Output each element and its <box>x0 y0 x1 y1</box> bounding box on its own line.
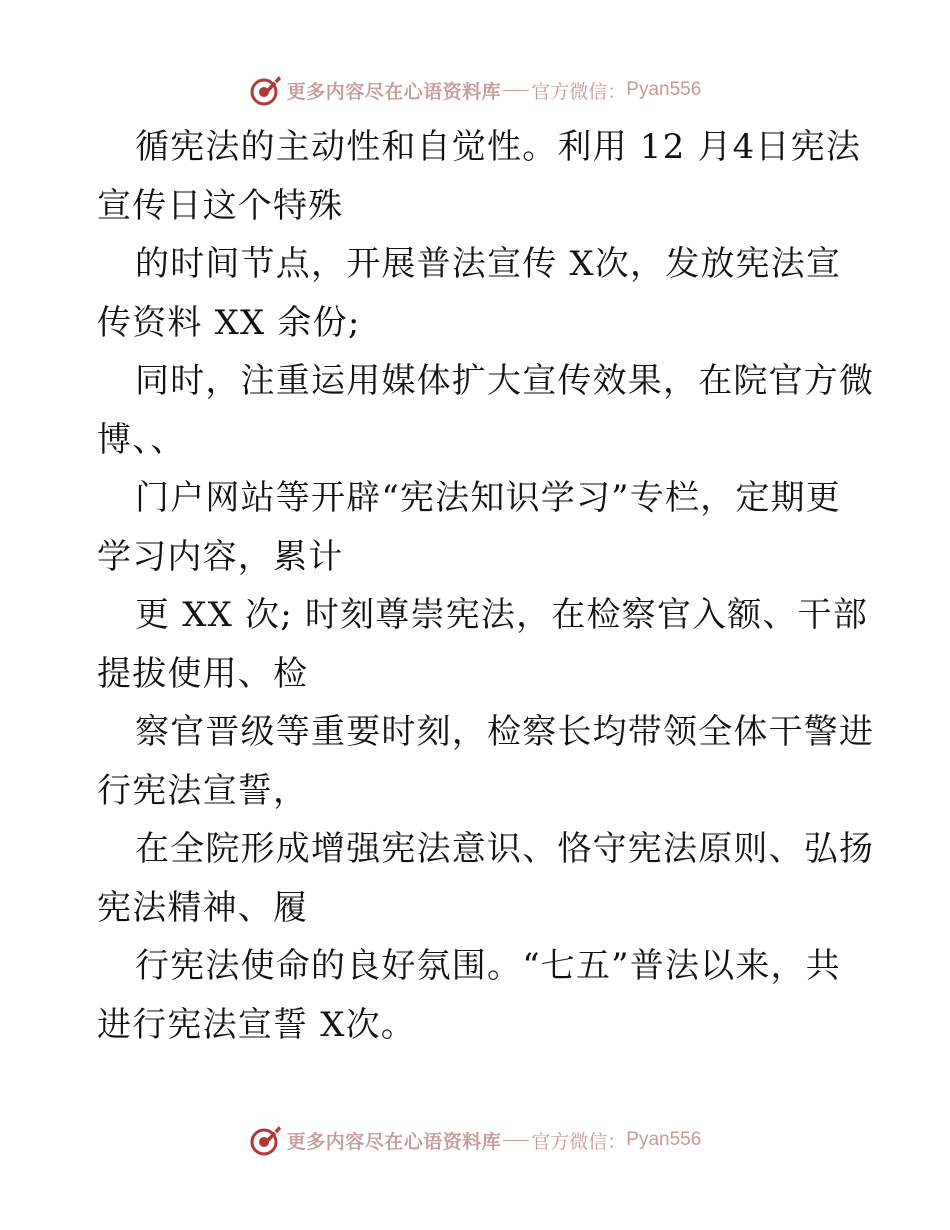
banner-separator: ： <box>607 80 627 103</box>
body-line: 循宪法的主动性和自觉性。利用 12 月4日宪法 <box>135 127 862 167</box>
banner-sub-text: 官方微信 <box>531 1130 608 1153</box>
footer-banner <box>0 1120 950 1160</box>
body-line: 博、、 <box>97 419 186 460</box>
body-line: 更 XX 次; 时刻尊崇宪法，在检察官入额、干部 <box>135 595 869 635</box>
banner-main-text: 更多内容尽在心语资料库 <box>286 1130 502 1153</box>
body-line: 行宪法使命的良好氛围。“七五”普法以来，共 <box>135 946 841 986</box>
banner-sub-text: 官方微信 <box>531 80 608 103</box>
body-line: 学习内容，累计 <box>97 536 344 577</box>
body-line: 门户网站等开辟“宪法知识学习”专栏，定期更 <box>135 478 841 518</box>
quill-logo-icon <box>249 1123 283 1157</box>
quill-logo-icon <box>249 73 283 107</box>
document-body <box>97 118 875 1054</box>
banner-account: Pyan556 <box>626 79 702 100</box>
body-line: 同时，注重运用媒体扩大宣传效果，在院官方微 <box>135 361 875 401</box>
body-line: 传资料 XX 余份; <box>97 302 361 343</box>
banner-dash <box>503 1140 529 1141</box>
body-line: 宪法精神、履 <box>97 887 309 928</box>
body-line: 察官晋级等重要时刻，检察长均带领全体干警进 <box>135 712 875 752</box>
banner-main-text: 更多内容尽在心语资料库 <box>286 80 502 103</box>
banner-account: Pyan556 <box>626 1129 702 1150</box>
body-line: 行宪法宣誓， <box>97 770 309 811</box>
body-line: 宣传日这个特殊 <box>97 185 344 226</box>
banner-separator: ： <box>607 1130 627 1153</box>
body-line: 提拔使用、检 <box>97 653 309 694</box>
body-line: 的时间节点，开展普法宣传 X次，发放宪法宣 <box>135 244 842 284</box>
body-line: 在全院形成增强宪法意识、恪守宪法原则、弘扬 <box>135 829 875 869</box>
body-line: 进行宪法宣誓 X次。 <box>97 1004 417 1045</box>
header-banner <box>0 70 950 110</box>
banner-dash <box>503 90 529 91</box>
